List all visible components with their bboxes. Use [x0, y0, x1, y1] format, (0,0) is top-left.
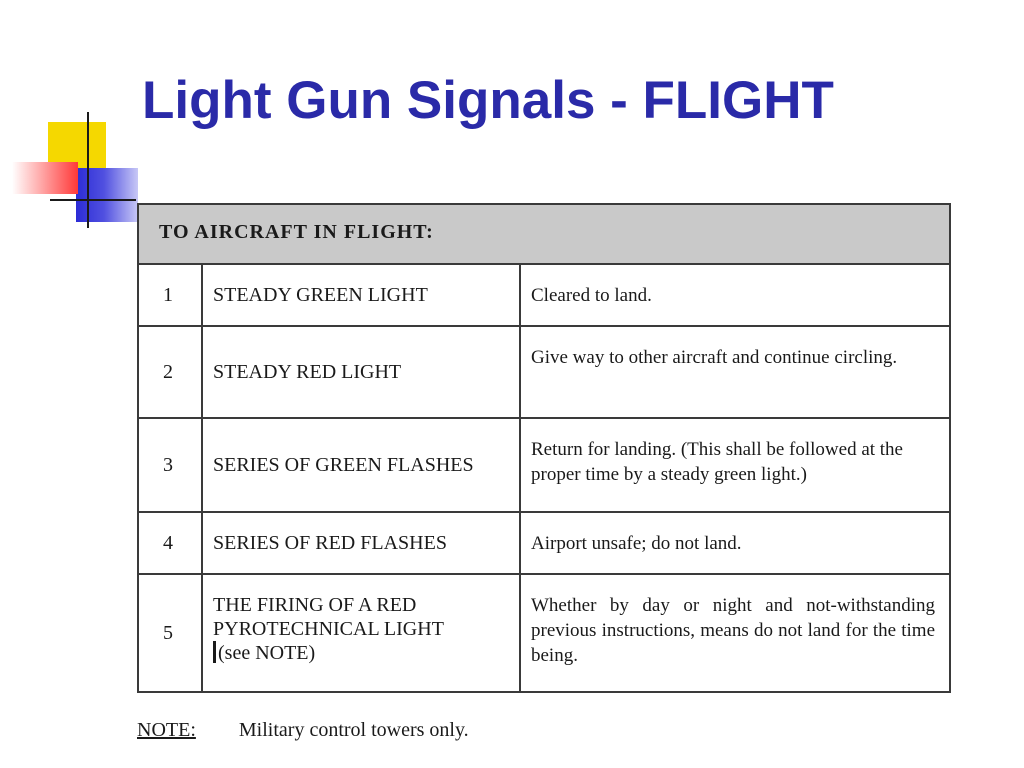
logo-blue-square: [76, 168, 138, 222]
table-row-4: [139, 513, 949, 575]
text-cursor-mark: [213, 641, 216, 663]
row-number: 1: [139, 265, 203, 325]
row-number: 3: [139, 419, 203, 511]
signal-text: STEADY RED LIGHT: [213, 361, 402, 383]
signal-line: PYROTECHNICAL LIGHT: [213, 618, 444, 640]
signal-line: (see NOTE): [218, 642, 316, 664]
row-signal: [203, 265, 521, 325]
row-meaning: [521, 265, 949, 325]
signal-note-line: [213, 641, 519, 665]
signals-table: [137, 203, 951, 693]
table-header-label: TO AIRCRAFT IN FLIGHT:: [159, 221, 434, 243]
row-number: 4: [139, 513, 203, 573]
row-signal: [203, 513, 521, 573]
signal-text: SERIES OF GREEN FLASHES: [213, 454, 474, 476]
table-header: [139, 205, 949, 265]
row-meaning: [521, 419, 949, 511]
note-text: Military control towers only.: [238, 719, 469, 741]
table-footnote: [137, 719, 469, 742]
row-meaning: [521, 575, 949, 691]
logo-vertical-line: [87, 112, 89, 228]
row-number: 5: [139, 575, 203, 691]
row-meaning: [521, 327, 949, 417]
meaning-text: Return for landing. (This shall be followed at the proper time by a steady green light.): [531, 439, 903, 485]
meaning-text: Whether by day or night and not-withstanding previous instructions, means do not land for the time being.: [531, 595, 935, 666]
table-row-2: [139, 327, 949, 419]
signal-text: SERIES OF RED FLASHES: [213, 532, 447, 554]
row-signal: [203, 327, 521, 417]
table-row-5: [139, 575, 949, 691]
logo-horizontal-line: [50, 199, 136, 201]
note-label: NOTE:: [137, 719, 196, 741]
row-meaning: [521, 513, 949, 573]
table-row-1: [139, 265, 949, 327]
meaning-text: Cleared to land.: [531, 284, 652, 306]
meaning-text: Give way to other aircraft and continue circling.: [531, 347, 898, 368]
table-row-3: [139, 419, 949, 513]
slide-title: Light Gun Signals - FLIGHT: [142, 71, 834, 130]
row-signal: [203, 419, 521, 511]
meaning-text: Airport unsafe; do not land.: [531, 532, 742, 554]
signal-text: STEADY GREEN LIGHT: [213, 284, 428, 306]
row-number: 2: [139, 327, 203, 417]
signal-line: THE FIRING OF A RED: [213, 594, 417, 616]
slide-logo: [0, 0, 150, 240]
row-signal: [203, 575, 521, 691]
logo-red-bar: [12, 162, 78, 194]
